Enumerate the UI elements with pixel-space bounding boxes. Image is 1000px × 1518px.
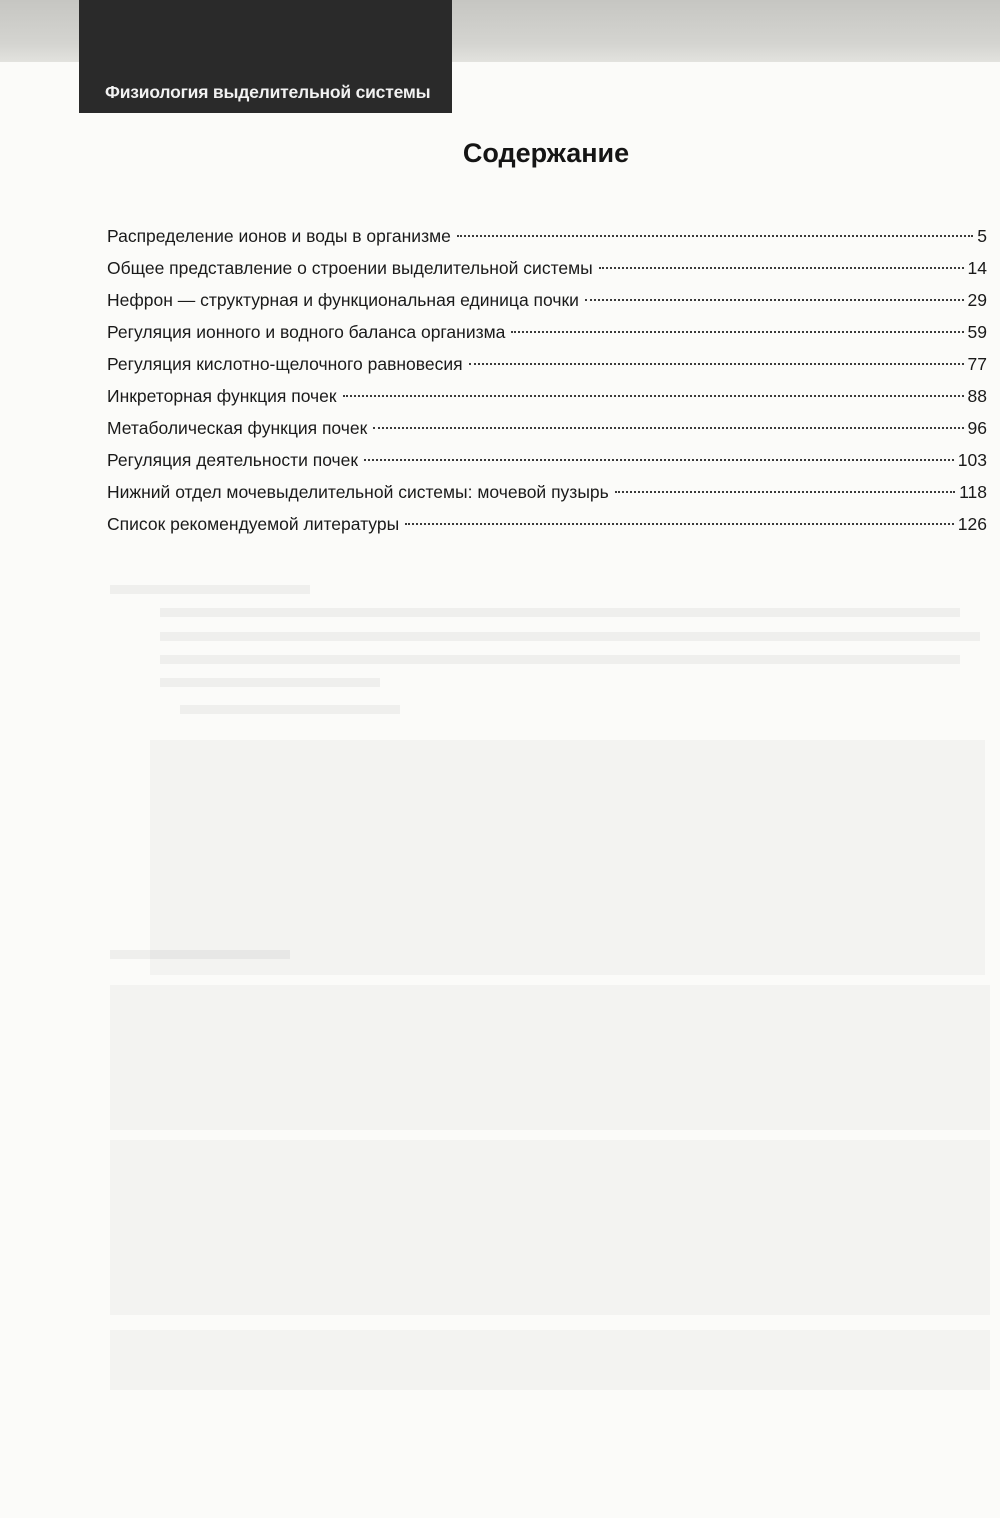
toc-entry[interactable] [107,508,987,540]
toc-entry-title: Инкреторная функция почек [107,386,337,406]
toc-entry-page: 88 [967,386,987,406]
toc-leader-dots [585,299,964,301]
toc-entry-title: Регуляция ионного и водного баланса организма [107,322,506,342]
table-of-contents [107,220,987,540]
toc-leader-dots [469,363,964,365]
toc-leader-dots [405,523,954,525]
toc-leader-dots [373,427,963,429]
toc-leader-dots [599,267,964,269]
toc-entry-page: 5 [977,226,987,246]
toc-entry-title: Нижний отдел мочевыделительной системы: мочевой пузырь [107,482,609,502]
toc-entry[interactable] [107,220,987,252]
toc-entry-title: Нефрон — структурная и функциональная единица почки [107,290,579,310]
toc-entry[interactable] [107,284,987,316]
toc-entry-page: 14 [967,258,987,278]
toc-leader-dots [457,235,973,237]
toc-entry[interactable] [107,444,987,476]
toc-entry[interactable] [107,316,987,348]
toc-entry-title: Метаболическая функция почек [107,418,368,438]
toc-entry-title: Список рекомендуемой литературы [107,514,400,534]
page-title: Содержание [462,138,630,168]
section-title: Физиология выделительной системы [105,82,431,102]
toc-entry-page: 118 [959,482,987,502]
toc-entry-page: 103 [957,450,987,470]
toc-entry[interactable] [107,348,987,380]
toc-entry-page: 59 [967,322,987,342]
toc-entry-title: Регуляция кислотно-щелочного равновесия [107,354,463,374]
toc-leader-dots [343,395,964,397]
toc-leader-dots [615,491,955,493]
toc-entry[interactable] [107,252,987,284]
toc-entry-title: Общее представление о строении выделительной системы [107,258,593,278]
toc-entry[interactable] [107,412,987,444]
toc-leader-dots [364,459,954,461]
toc-entry-page: 126 [957,514,987,534]
toc-entry-page: 77 [967,354,987,374]
toc-entry-title: Распределение ионов и воды в организме [107,226,451,246]
section-header [79,0,452,113]
toc-entry-page: 96 [967,418,987,438]
toc-entry-title: Регуляция деятельности почек [107,450,359,470]
toc-leader-dots [511,331,963,333]
toc-entry-page: 29 [967,290,987,310]
toc-entry[interactable] [107,380,987,412]
toc-entry[interactable] [107,476,987,508]
